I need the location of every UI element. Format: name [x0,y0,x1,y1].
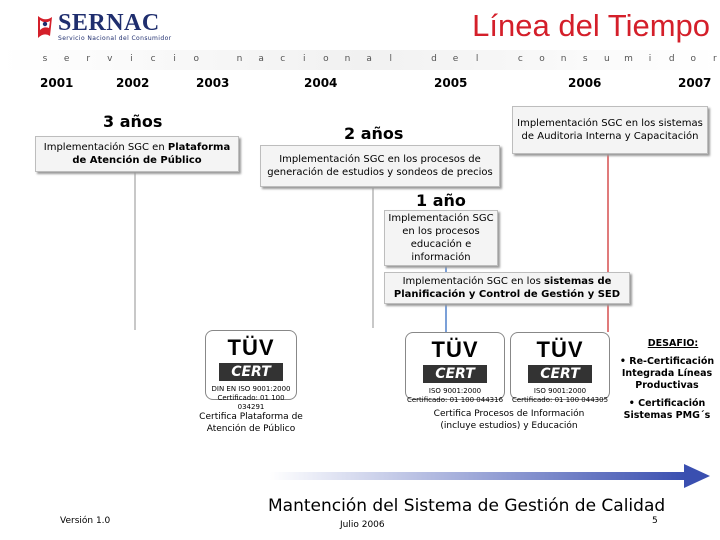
desafio-heading: DESAFIO: [647,338,699,349]
milestone-box-estudios [260,145,500,187]
timeline-guide-1 [134,170,136,330]
tagline-letter: u [603,54,610,64]
tagline-letter: m [624,54,633,64]
duration-1-year: 1 año [416,191,466,210]
tagline-letter: l [475,54,479,64]
milestone-planificacion-bold: sistemas de Planificación y Control de Gestión y SED [393,276,621,300]
year-2001: 2001 [40,76,74,90]
tagline-letter: a [366,54,372,64]
tagline-letter: n [344,54,351,64]
tagline-letter: s [42,54,48,64]
tuv-number-3: Certificado: 01 100 044305 [511,396,609,404]
footer-version: Versión 1.0 [60,516,111,526]
tagline-letter: o [193,54,200,64]
year-2003: 2003 [196,76,230,90]
logo-subtitle: Servicio Nacional del Consumidor [58,35,172,42]
milestone-box-planificacion [384,272,630,304]
caption-certifica-procesos: Certifica Procesos de Información (incluye estudios) y Educación [433,409,585,431]
tagline-letter: e [452,54,459,64]
tagline-letter: a [258,54,264,64]
tuv-standard-3: ISO 9001:2000 [533,387,587,395]
milestone-box-educacion [384,210,498,266]
tagline-letter: o [323,54,329,64]
tagline-letter: n [236,54,243,64]
tagline-letter [494,54,504,64]
slide-title: Línea del Tiempo [472,8,710,43]
tagline-letter: c [280,54,286,64]
tuv-number-1: Certificado: 01 100 034291 [217,394,285,411]
tagline [40,54,720,64]
milestone-planificacion-pre: Implementación SGC en los [402,276,544,287]
year-2004: 2004 [304,76,338,90]
tuv-cert-badge-3 [510,332,610,404]
desafio-item-1: • Re-Certificación Integrada Líneas Productivas [619,356,715,391]
tuv-cert-label-2: CERT [423,365,487,383]
tagline-letter: s [582,54,588,64]
tagline-letter: c [517,54,523,64]
tuv-cert-label-3: CERT [528,365,592,383]
tuv-number-2: Certificado: 01 100 044316 [406,396,504,404]
milestone-educacion-text: Implementación SGC en los procesos educación e información [388,213,494,263]
tagline-letter: o [690,54,697,64]
year-2005: 2005 [434,76,468,90]
tagline-letter: d [431,54,437,64]
tuv-cert-label-1: CERT [219,363,283,381]
tagline-letter: i [648,54,652,64]
tuv-cert-badge-1 [205,330,297,411]
duration-3-years: 3 años [103,112,163,131]
tagline-letter: r [86,54,91,64]
tagline-letter: i [130,54,133,64]
tagline-letter: c [150,54,156,64]
year-2002: 2002 [116,76,150,90]
tuv-standard-2: ISO 9001:2000 [428,387,482,395]
footer-page-number: 5 [652,516,658,526]
caption-certifica-plataforma: Certifica Plataforma de Atención de Público [199,412,303,434]
tagline-letter: o [539,54,545,64]
tagline-letter: l [389,54,392,64]
duration-2-years: 2 años [344,124,404,143]
tagline-letter: d [668,54,675,64]
sernac-flag-icon [36,14,54,40]
tuv-cert-badge-2 [405,332,505,404]
tuv-brand-1: TÜV [227,335,275,360]
milestone-estudios-text: Implementación SGC en los procesos de generación de estudios y sondeos de precios [267,154,493,178]
tagline-letter: r [713,54,717,64]
tuv-brand-2: TÜV [431,337,479,362]
footer-date: Julio 2006 [340,520,385,530]
tagline-letter: v [107,54,113,64]
milestone-box-plataforma [35,136,239,172]
tagline-letter: n [560,54,567,64]
milestone-auditoria-text: Implementación SGC en los sistemas de Auditoria Interna y Capacitación [517,118,703,142]
desafio-item-2: • Certificación Sistemas PMG´s [623,398,711,421]
tagline-letter [407,54,417,64]
quality-arrow [270,464,710,488]
bottom-title: Mantención del Sistema de Gestión de Calidad [268,496,666,516]
tuv-brand-3: TÜV [536,337,584,362]
timeline-guide-2 [372,188,374,328]
milestone-box-auditoria [512,106,708,154]
tagline-letter: i [173,54,176,64]
milestone-plataforma-bold: Plataforma de Atención de Público [72,142,231,166]
year-2007: 2007 [678,76,712,90]
tagline-letter: e [63,54,70,64]
year-2006: 2006 [568,76,602,90]
tagline-letter: i [303,54,306,64]
milestone-plataforma-pre: Implementación SGC en [43,142,168,153]
logo-name: SERNAC [58,10,160,36]
tuv-standard-1: DIN EN ISO 9001:2000 [211,385,291,393]
tagline-letter [213,54,223,64]
timeline-guide-4 [607,152,609,332]
